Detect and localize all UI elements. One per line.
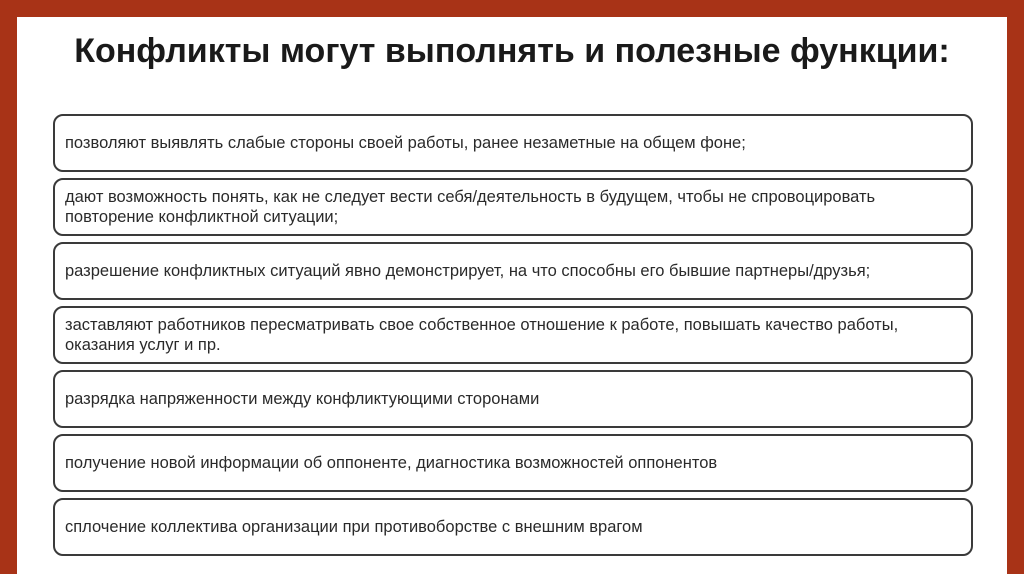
list-item-1 [53, 114, 973, 172]
slide [17, 17, 1007, 574]
list-item-3 [53, 242, 973, 300]
list-item-6 [53, 434, 973, 492]
slide-title: Конфликты могут выполнять и полезные функции: [74, 32, 950, 70]
list-item-7 [53, 498, 973, 556]
list-item-text: сплочение коллектива организации при противоборстве с внешним врагом [65, 518, 643, 536]
list-item-text: позволяют выявлять слабые стороны своей работы, ранее незаметные на общем фоне; [65, 134, 746, 152]
list-item-text: дают возможность понять, как не следует вести себя/деятельность в будущем, чтобы не спровоцировать повторение конфликтной ситуации; [65, 188, 876, 226]
list-item-5 [53, 370, 973, 428]
list-item-2 [53, 178, 973, 236]
list-item-4 [53, 306, 973, 364]
list-item-text: заставляют работников пересматривать свое собственное отношение к работе, повышать качество работы, оказания услуг и пр. [65, 316, 899, 354]
list-item-text: разрешение конфликтных ситуаций явно демонстрирует, на что способны его бывшие партнеры/друзья; [65, 262, 871, 280]
list-item-text: разрядка напряженности между конфликтующими сторонами [65, 390, 540, 408]
list-item-text: получение новой информации об оппоненте, диагностика возможностей оппонентов [65, 454, 718, 472]
functions-list [53, 114, 973, 562]
